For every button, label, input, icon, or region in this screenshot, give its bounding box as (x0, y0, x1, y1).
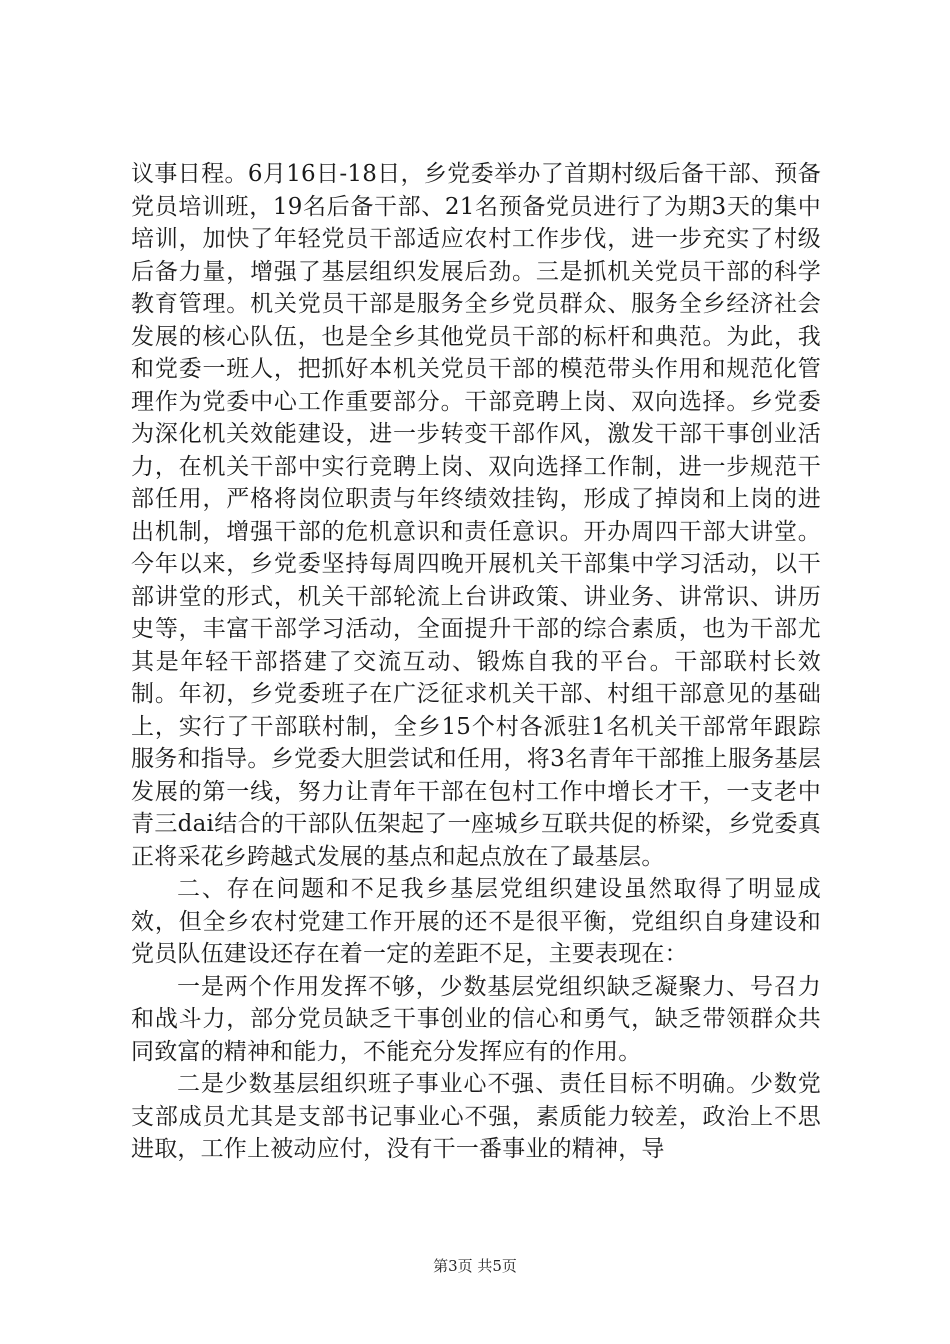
paragraph-3: 一是两个作用发挥不够，少数基层党组织缺乏凝聚力、号召力和战斗力，部分党员缺乏干事创业的信心和勇气，缺乏带领群众共同致富的精神和能力，不能充分发挥应有的作用。 (131, 973, 821, 1065)
page-footer: 第3页 共5页 (433, 1257, 517, 1275)
paragraph-2: 二、存在问题和不足我乡基层党组织建设虽然取得了明显成效，但全乡农村党建工作开展的还不是很平衡，党组织自身建设和党员队伍建设还存在着一定的差距不足，主要表现在： (131, 876, 821, 967)
document-body (131, 158, 821, 1166)
paragraph-4: 二是少数基层组织班子事业心不强、责任目标不明确。少数党支部成员尤其是支部书记事业心不强，素质能力较差，政治上不思进取，工作上被动应付，没有干一番事业的精神，导 (131, 1071, 821, 1162)
paragraph-1: 议事日程。6月16日-18日，乡党委举办了首期村级后备干部、预备党员培训班，19名后备干部、21名预备党员进行了为期3天的集中培训，加快了年轻党员干部适应农村工作步伐，进一步充实了村级后备力量，增强了基层组织发展后劲。三是抓机关党员干部的科学教育管理。机关党员干部是服务全乡党员群众、服务全乡经济社会发展的核心队伍，也是全乡其他党员干部的标杆和典范。为此，我和党委一班人，把抓好本机关党员干部的模范带头作用和规范化管理作为党委中心工作重要部分。干部竞聘上岗、双向选择。乡党委为深化机关效能建设，进一步转变干部作风，激发干部干事创业活力，在机关干部中实行竞聘上岗、双向选择工作制，进一步规范干部任用，严格将岗位职责与年终绩效挂钩，形成了掉岗和上岗的进出机制，增强干部的危机意识和责任意识。开办周四干部大讲堂。今年以来，乡党委坚持每周四晚开展机关干部集中学习活动，以干部讲堂的形式，机关干部轮流上台讲政策、讲业务、讲常识、讲历史等，丰富干部学习活动，全面提升干部的综合素质，也为干部尤其是年轻干部搭建了交流互动、锻炼自我的平台。干部联村长效制。年初，乡党委班子在广泛征求机关干部、村组干部意见的基础上，实行了干部联村制，全乡15个村各派驻1名机关干部常年跟踪服务和指导。乡党委大胆尝试和任用，将3名青年干部推上服务基层发展的第一线，努力让青年干部在包村工作中增长才干，一支老中青三dai结合的干部队伍架起了一座城乡互联共促的桥梁，乡党委真正将采花乡跨越式发展的基点和起点放在了最基层。 (131, 161, 821, 870)
